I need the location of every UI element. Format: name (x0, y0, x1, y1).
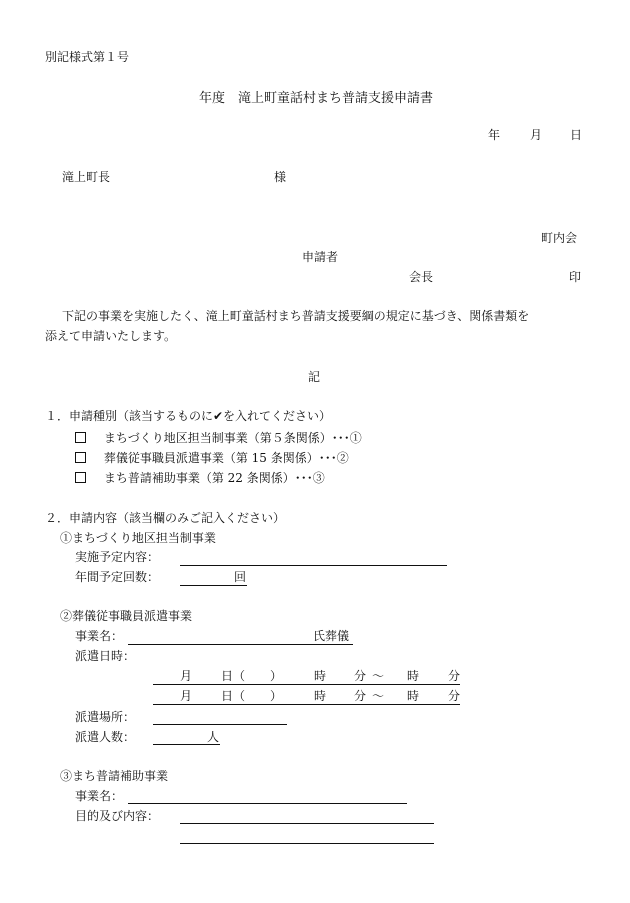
date-month: 月 (530, 128, 543, 142)
dispatch-datetime-field-2[interactable] (153, 704, 460, 705)
section2-heading: ２．申請内容（該当欄のみご記入ください） (45, 511, 286, 525)
applicant-association: 町内会 (541, 231, 578, 245)
dt1-month: 月 (180, 669, 193, 683)
dt2-day: 日 (221, 689, 234, 703)
annual-count-field[interactable] (180, 585, 247, 586)
sub3-title: ③まち普請補助事業 (60, 769, 169, 783)
purpose-field-1[interactable] (180, 823, 434, 824)
addressee-honorific: 様 (274, 170, 287, 184)
purpose-label: 目的及び内容： (75, 809, 160, 823)
form-id: 別記様式第１号 (45, 50, 130, 64)
option-label-3: まち普請補助事業（第 22 条関係）･･･③ (103, 471, 325, 485)
count-unit: 回 (234, 570, 247, 584)
project-name-label: 事業名： (75, 629, 124, 643)
dt2-paren-close: ） (270, 689, 283, 703)
applicant-role: 会長 (409, 270, 434, 284)
intro-line-2: 添えて申請いたします。 (45, 329, 177, 343)
dt1-minute2: 分 (448, 669, 461, 683)
option-label-2: 葬儀従事職員派遣事業（第 15 条関係）･･･② (103, 451, 349, 465)
dt1-hour: 時 (314, 669, 327, 683)
dt1-day: 日 (221, 669, 234, 683)
option-label-1: まちづくり地区担当制事業（第５条関係）･･･① (103, 431, 362, 445)
ki-heading: 記 (308, 370, 321, 384)
dt2-minute: 分 (354, 689, 367, 703)
option-row (75, 452, 349, 464)
option-row (75, 472, 325, 484)
dt2-minute2: 分 (448, 689, 461, 703)
dt1-paren-open: （ (233, 669, 246, 683)
annual-count-label: 年間予定回数： (75, 570, 160, 584)
applicant-label: 申請者 (302, 250, 339, 264)
sub1-title: ①まちづくり地区担当制事業 (60, 531, 216, 545)
date-day: 日 (570, 128, 583, 142)
dispatch-datetime-field-1[interactable] (153, 684, 460, 685)
sub3-project-name-field[interactable] (128, 803, 407, 804)
option-row (75, 432, 362, 444)
seal-mark: 印 (569, 270, 582, 284)
addressee-name: 滝上町長 (62, 170, 111, 184)
dt2-hour2: 時 (407, 689, 420, 703)
page-title: 年度 滝上町童話村まち普請支援申請書 (199, 91, 434, 106)
dt2-hour: 時 (314, 689, 327, 703)
option-checkbox-2[interactable] (75, 452, 86, 463)
project-name-suffix: 氏葬儀 (313, 629, 350, 643)
dispatch-people-field[interactable] (153, 744, 220, 745)
dt1-tilde: 〜 (372, 669, 385, 683)
planned-content-field[interactable] (180, 565, 447, 566)
planned-content-label: 実施予定内容： (75, 550, 160, 564)
dt1-minute: 分 (354, 669, 367, 683)
purpose-field-2[interactable] (180, 843, 434, 844)
dispatch-place-field[interactable] (153, 724, 287, 725)
dispatch-people-label: 派遣人数： (75, 730, 136, 744)
date-year: 年 (488, 128, 501, 142)
sub2-title: ②葬儀従事職員派遣事業 (60, 609, 193, 623)
intro-line-1: 下記の事業を実施したく、滝上町童話村まち普請支援要綱の規定に基づき、関係書類を (62, 309, 530, 323)
dt1-paren-close: ） (270, 669, 283, 683)
dt2-month: 月 (180, 689, 193, 703)
sub3-project-name-label: 事業名： (75, 789, 124, 803)
dt2-tilde: 〜 (372, 689, 385, 703)
people-unit: 人 (207, 730, 220, 744)
section1-heading: １．申請種別（該当するものに✔を入れてください） (45, 409, 332, 423)
dt2-paren-open: （ (233, 689, 246, 703)
dispatch-place-label: 派遣場所： (75, 710, 136, 724)
option-checkbox-1[interactable] (75, 432, 86, 443)
deceased-name-field[interactable] (128, 644, 353, 645)
option-checkbox-3[interactable] (75, 472, 86, 483)
dispatch-datetime-label: 派遣日時： (75, 649, 136, 663)
dt1-hour2: 時 (407, 669, 420, 683)
